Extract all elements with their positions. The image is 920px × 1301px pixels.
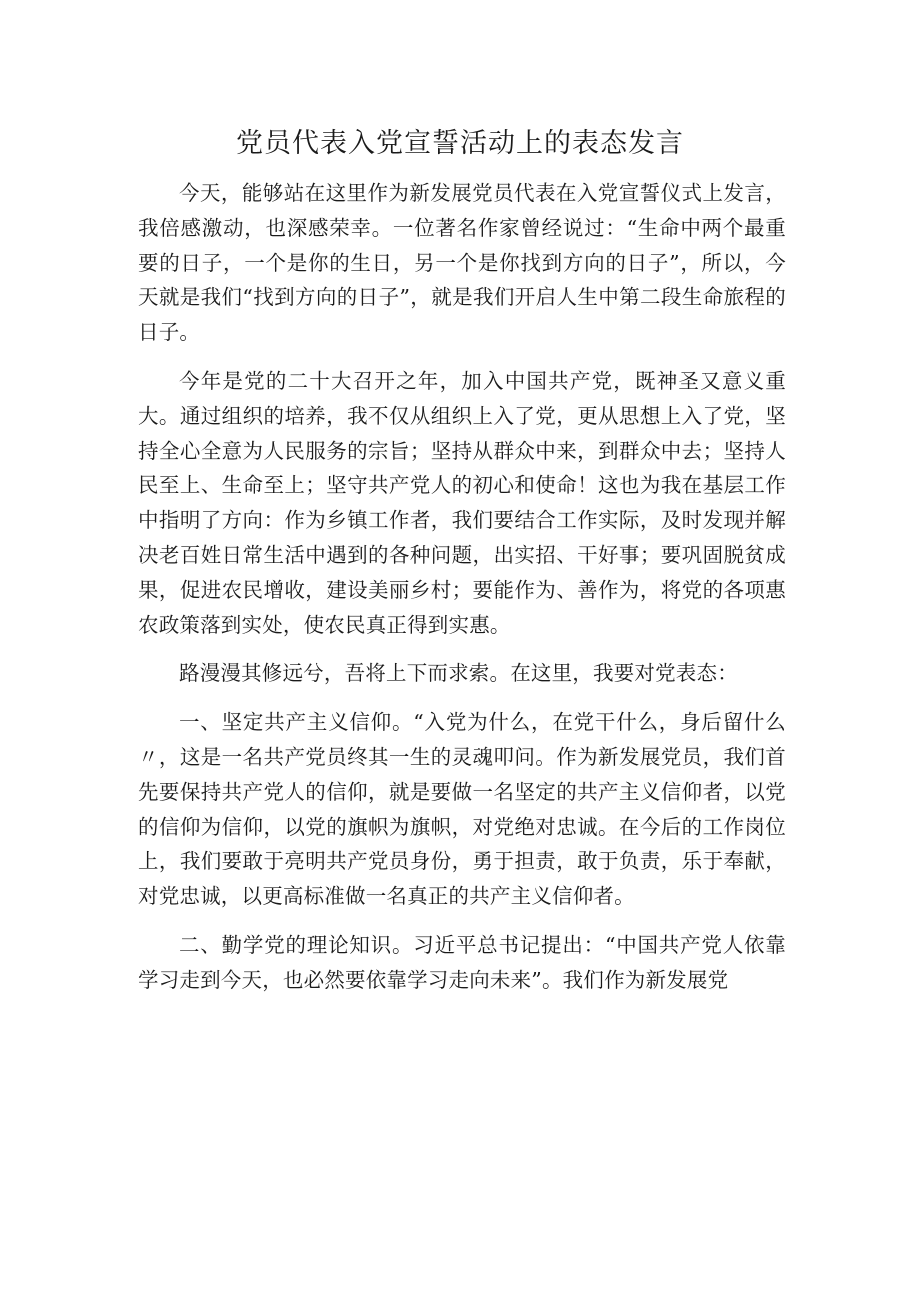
document-body <box>138 176 786 1012</box>
paragraph-4: 一、坚定共产主义信仰。“入党为什么，在党干什么，身后留什么〃，这是一名共产党员终其一生的灵魂叩问。作为新发展党员，我们首先要保持共产党人的信仰，就是要做一名坚定的共产主义信仰者，以党的信仰为信仰，以党的旗帜为旗帜，对党绝对忠诚。在今后的工作岗位上，我们要敢于亮明共产党员身份，勇于担责，敢于负责，乐于奉献，对党忠诚，以更高标准做一名真正的共产主义信仰者。 <box>138 710 786 909</box>
paragraph-1: 今天，能够站在这里作为新发展党员代表在入党宣誓仪式上发言，我倍感激动，也深感荣幸。一位著名作家曾经说过：“生命中两个最重要的日子，一个是你的生日，另一个是你找到方向的日子”，所以，今天就是我们“找到方向的日子”，就是我们开启人生中第二段生命旅程的日子。 <box>138 181 786 345</box>
paragraph-2: 今年是党的二十大召开之年，加入中国共产党，既神圣又意义重大。通过组织的培养，我不仅从组织上入了党，更从思想上入了党，坚持全心全意为人民服务的宗旨；坚持从群众中来，到群众中去；坚持人民至上、生命至上；坚守共产党人的初心和使命！这也为我在基层工作中指明了方向：作为乡镇工作者，我们要结合工作实际，及时发现并解决老百姓日常生活中遇到的各种问题，出实招、干好事；要巩固脱贫成果，促进农民增收，建设美丽乡村；要能作为、善作为，将党的各项惠农政策落到实处，使农民真正得到实惠。 <box>138 368 786 637</box>
paragraph-3: 路漫漫其修远兮，吾将上下而求索。在这里，我要对党表态： <box>179 661 738 686</box>
document-title: 党员代表入党宣誓活动上的表态发言 <box>236 128 684 159</box>
paragraph-5: 二、勤学党的理论知识。习近平总书记提出：“中国共产党人依靠学习走到今天，也必然要依靠学习走向未来”。我们作为新发展党 <box>138 932 786 992</box>
